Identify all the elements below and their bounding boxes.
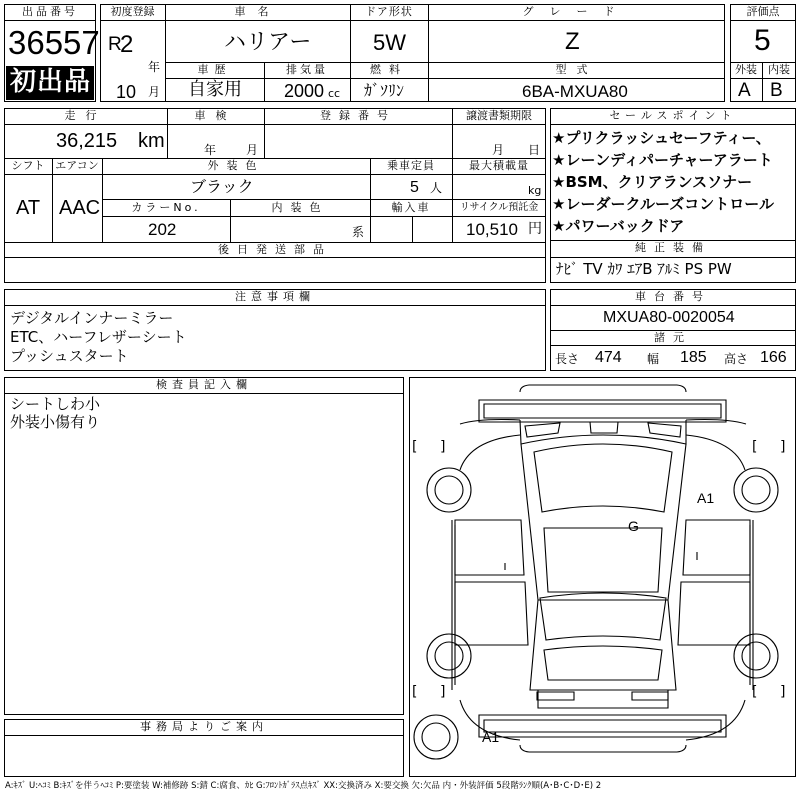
door-type: 5W <box>373 30 406 55</box>
bracket-mark: ] <box>780 684 786 700</box>
transfer-day-unit: 日 <box>528 143 541 157</box>
inspector-label: 検査員記入欄 <box>156 378 252 391</box>
lot-number-label: 出品番号 <box>22 5 78 18</box>
inspector-line: シートしわ小 <box>10 395 101 413</box>
int-grade: B <box>770 80 783 101</box>
plate-label: 登録番号 <box>320 109 396 122</box>
displacement: 2000 <box>284 81 325 101</box>
import-label: 輸入車 <box>391 201 431 214</box>
mileage-label: 走行 <box>64 109 107 122</box>
grade-label: グレード <box>522 5 631 18</box>
sales-point-item: ★レーンディパーチャーアラート <box>552 151 773 169</box>
score: 5 <box>754 24 771 57</box>
car-name: ハリアー <box>224 30 312 55</box>
capacity-unit: 人 <box>430 181 443 195</box>
int-color-label: 内装色 <box>271 201 329 214</box>
length-label: 長さ <box>555 352 580 366</box>
model-code: 6BA-MXUA80 <box>522 82 628 101</box>
later-parts-label: 後日発送部品 <box>218 243 332 256</box>
width: 185 <box>680 349 707 366</box>
fuel: ｶﾞｿﾘﾝ <box>364 81 405 100</box>
ac: AAC <box>59 197 101 219</box>
shift-label: シフト <box>11 159 45 172</box>
color-no-label: カラーNo. <box>131 201 201 214</box>
capacity-label: 乗車定員 <box>387 159 435 172</box>
max-load-label: 最大積載量 <box>469 159 529 172</box>
caution-line: ETC、ハーフレザーシート <box>10 328 187 346</box>
history-label: 車歴 <box>197 63 232 76</box>
bracket-mark: [ <box>412 439 418 455</box>
mileage: 36,215 <box>56 130 118 152</box>
year-unit: 年 <box>148 60 161 74</box>
damage-mark-a1: A1 <box>482 729 500 745</box>
bracket-mark: ] <box>440 684 446 700</box>
era: R <box>108 34 122 55</box>
displacement-label: 排気量 <box>286 63 328 76</box>
car-name-label: 車名 <box>234 5 281 18</box>
transfer-month-unit: 月 <box>492 143 505 157</box>
recycle-amount: 10,510 <box>466 220 518 239</box>
office-label: 事務局よりご案内 <box>140 720 268 733</box>
ac-label: エアコン <box>55 159 99 172</box>
grade: Z <box>565 28 580 55</box>
capacity: 5 <box>410 179 419 196</box>
damage-mark-a1: A1 <box>697 490 715 506</box>
chassis-label: 車台番号 <box>635 290 711 303</box>
caution-label: 注意事項欄 <box>235 290 315 303</box>
sales-point-item: ★パワーバックドア <box>552 217 685 235</box>
fuel-label: 燃料 <box>370 63 408 76</box>
model-label: 型式 <box>555 63 598 76</box>
shift: AT <box>16 197 41 219</box>
chassis-number: MXUA80-0020054 <box>603 309 735 326</box>
reg-year: 2 <box>120 31 134 58</box>
door-label: ドア形状 <box>365 5 413 18</box>
sales-point-item: ★レーダークルーズコントロール <box>552 195 774 213</box>
ext-color-label: 外装色 <box>207 159 265 172</box>
first-listing-text: 初出品 <box>10 67 92 97</box>
recycle-unit: 円 <box>528 221 542 237</box>
sales-points-label: セールスポイント <box>609 109 737 122</box>
inspection-label: 車検 <box>194 109 237 122</box>
score-label: 評価点 <box>746 5 780 18</box>
mileage-unit: km <box>138 130 165 152</box>
inspector-line: 外装小傷有り <box>10 413 101 431</box>
int-label: 内装 <box>768 63 790 76</box>
color-no: 202 <box>148 220 177 239</box>
month-unit: 月 <box>148 85 161 99</box>
inspection-month-unit: 月 <box>246 143 259 157</box>
lot-number: 36557 <box>8 24 100 61</box>
bracket-mark: [ <box>752 684 758 700</box>
damage-mark-g: G <box>628 518 639 534</box>
transfer-label: 譲渡書類期限 <box>466 109 532 122</box>
car-body-diagram <box>409 377 796 777</box>
equipment-label: 純正装備 <box>635 241 711 254</box>
height-label: 高さ <box>724 352 749 366</box>
caution-line: デジタルインナーミラー <box>10 309 174 327</box>
bracket-mark: [ <box>412 684 418 700</box>
dims-label: 諸元 <box>654 331 692 344</box>
legend: A:ｷｽﾞ U:ﾍｺﾐ B:ｷｽﾞを伴うﾍｺﾐ P:要塗装 W:補修跡 S:錆 C:腐食、ｶﾋ G:ﾌﾛﾝﾄｶﾞﾗｽ点ｷｽﾞ XX:交換済み X:要交換 欠:欠品 内・外装評価 5段階ﾗﾝｸ順(A･B･C･D･E) 2 <box>5 781 602 791</box>
equipment: ﾅﾋﾞ TV ｶﾜ ｴｱB ｱﾙﾐ PS PW <box>556 260 732 278</box>
ext-grade: A <box>738 80 751 101</box>
height: 166 <box>760 349 787 366</box>
sales-point-item: ★プリクラッシュセーフティー、 <box>552 129 771 147</box>
first-reg-label: 初度登録 <box>110 5 155 18</box>
max-load-unit: kg <box>528 184 542 197</box>
width-label: 幅 <box>647 352 660 366</box>
inspection-year-unit: 年 <box>204 143 217 157</box>
history: 自家用 <box>188 79 242 100</box>
ext-color: ブラック <box>190 177 254 196</box>
bracket-mark: ] <box>780 439 786 455</box>
sales-point-item: ★BSM、クリアランスソナー <box>552 173 753 191</box>
ext-label: 外装 <box>735 63 757 76</box>
bracket-mark: ] <box>440 439 446 455</box>
int-color-unit: 系 <box>352 225 365 239</box>
bracket-mark: [ <box>752 439 758 455</box>
recycle-label: リサイクル預託金 <box>459 202 539 213</box>
length: 474 <box>595 349 622 366</box>
caution-line: プッシュスタート <box>10 347 129 365</box>
displacement-unit: cc <box>328 87 341 100</box>
reg-month: 10 <box>116 82 137 102</box>
